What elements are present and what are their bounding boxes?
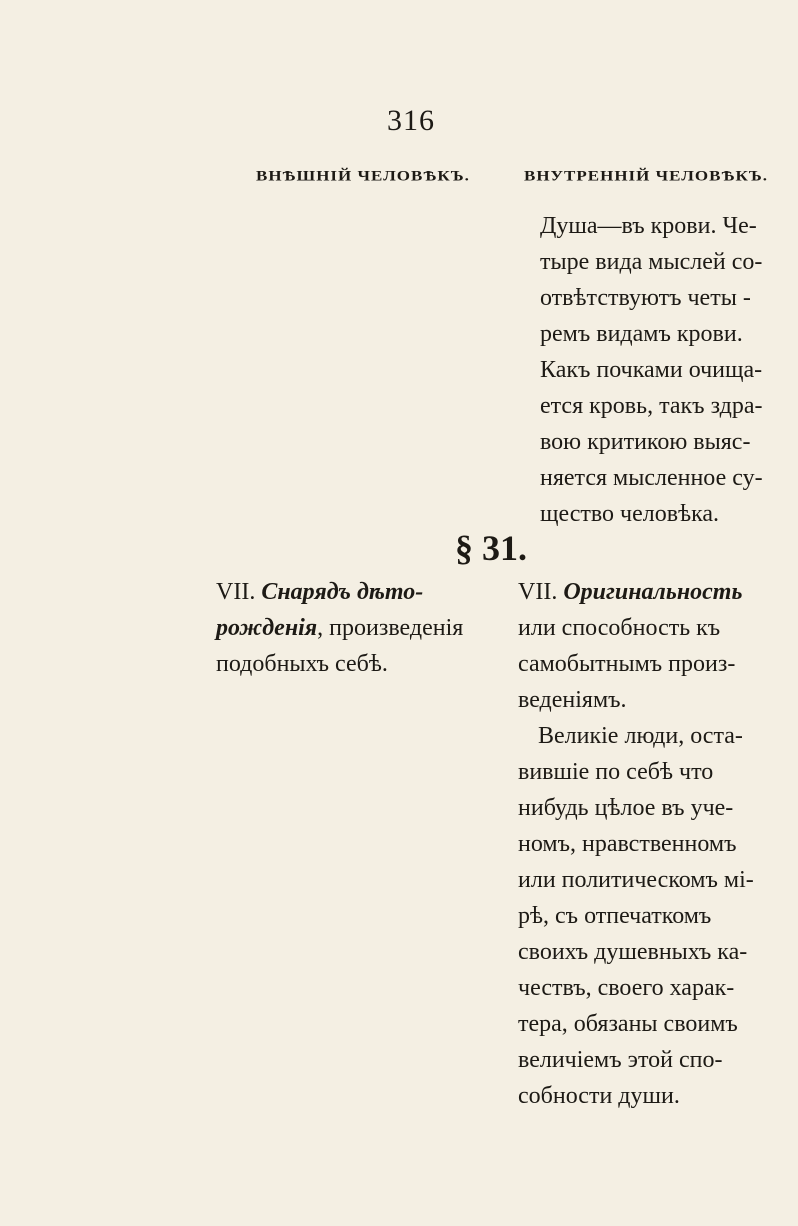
right-paragraph-originality <box>518 574 796 1114</box>
text-line: собности души. <box>518 1083 680 1109</box>
italic-term: Оригинальность <box>563 579 743 605</box>
text-line: вою критикою выяс- <box>540 429 751 455</box>
left-paragraph-organ <box>216 574 510 682</box>
text-line: ется кровь, такъ здра- <box>540 393 763 419</box>
text-line: ремъ видамъ крови. <box>540 321 743 347</box>
text-line: щество человѣка. <box>540 501 720 527</box>
roman-numeral: VII. <box>216 579 262 605</box>
italic-term: рожденія <box>216 615 318 641</box>
text-line: Какъ почками очища- <box>540 357 763 383</box>
text-line: вившіе по себѣ что <box>518 759 714 785</box>
text-line: своихъ душевныхъ ка- <box>518 939 748 965</box>
text-line: чествъ, своего харак- <box>518 975 735 1001</box>
text-line: Великіе люди, оста- <box>538 723 743 749</box>
text-line: отвѣтствуютъ четы - <box>540 285 751 311</box>
page-number: 316 <box>387 104 435 137</box>
text-line: тыре вида мыслей со- <box>540 249 763 275</box>
text-line: номъ, нравственномъ <box>518 831 737 857</box>
text-line: величіемъ этой спо- <box>518 1047 723 1073</box>
text-line: подобныхъ себѣ. <box>216 651 388 677</box>
text-line: няется мысленное су- <box>540 465 763 491</box>
text-line <box>518 574 796 610</box>
text-fragment: , произведенія <box>317 615 464 641</box>
text-line: веденіямъ. <box>518 687 627 713</box>
text-line: или политическомъ мі- <box>518 867 754 893</box>
text-line: тера, обязаны своимъ <box>518 1011 738 1037</box>
section-heading: § 31. <box>455 528 527 568</box>
italic-term: Снарядъ дѣто- <box>261 579 424 605</box>
text-line: рѣ, съ отпечаткомъ <box>518 903 712 929</box>
text-line: Душа—въ крови. Че- <box>540 213 757 239</box>
text-line <box>216 574 510 610</box>
left-column-heading: ВНѢШНІЙ ЧЕЛОВѢКЪ. <box>256 167 470 184</box>
text-line: самобытнымъ произ- <box>518 651 736 677</box>
text-line <box>216 610 510 646</box>
text-line: или способность къ <box>518 615 721 641</box>
text-line: нибудь цѣлое въ уче- <box>518 795 734 821</box>
roman-numeral: VII. <box>518 579 564 605</box>
right-column-heading: ВНУТРЕННІЙ ЧЕЛОВѢКЪ. <box>524 167 769 184</box>
right-paragraph-blood <box>540 208 796 532</box>
